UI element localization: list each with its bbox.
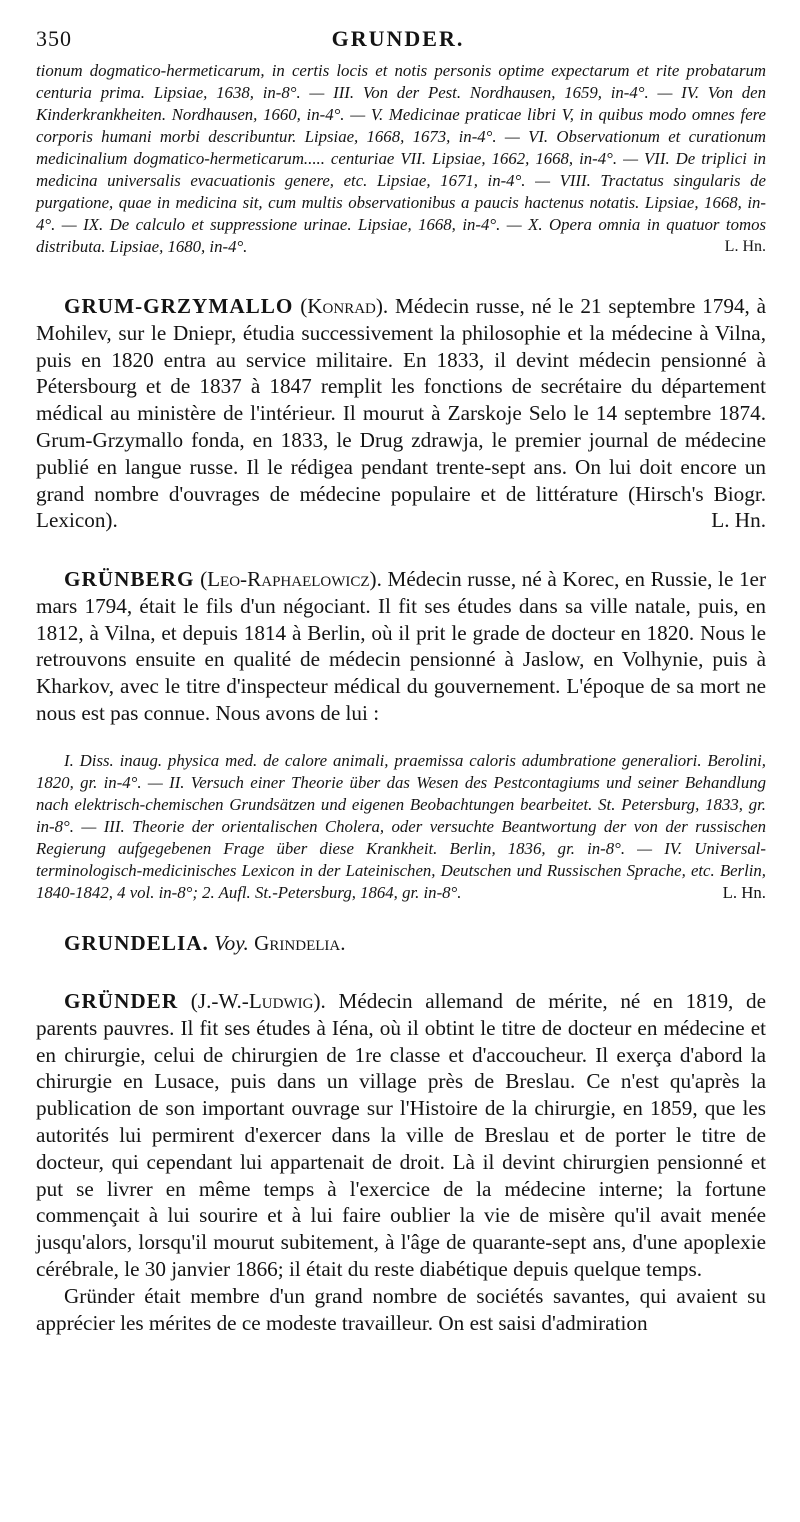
entry-body-continued: Gründer était membre d'un grand nombre de sociétés savantes, qui avaient su apprécier les mérites de ce modeste travailleur. On est saisi d'admiration	[36, 1283, 766, 1335]
entry-headword: GRÜNDER	[64, 989, 179, 1013]
cross-reference-target: Grindelia.	[254, 931, 346, 955]
entry-headword: GRUM-GRZYMALLO	[64, 294, 294, 318]
entry-grundelia	[36, 930, 766, 957]
page-number: 350	[36, 26, 72, 51]
running-header	[36, 26, 760, 56]
bibliography-text: I. Diss. inaug. physica med. de calore animali, praemissa caloris adumbratione generaliori. Berolini, 1820, gr. in-4°. — II. Versuch einer Theorie über das Wesen des Pestcontagiums und seiner Behandlung nach elektrisch-chemischen Grundsätzen und eigenen Beobachtungen bearbeitet. St. Petersburg, 1833, gr. in-8°. — III. Theorie der orientalischen Cholera, oder versuchte Beantwortung der von der russischen Regierung aufgegebenen Frage über diese Krankheit. Berlin, 1836, gr. in-8°. — IV. Universal-terminologisch-medicinisches Lexicon in der Lateinischen, Deutschen und Russischen Sprache, etc. Berlin, 1840-1842, 4 vol. in-8°; 2. Aufl. St.-Petersburg, 1864, gr. in-8°.	[36, 751, 766, 902]
entry-body: Médecin russe, né le 21 septembre 1794, à Mohilev, sur le Dniepr, étudia successivement la philosophie et la médecine à Vilna, puis en 1820 entra au service militaire. En 1833, il devint médecin pensionné à Pétersbourg et de 1837 à 1847 remplit les fonctions de secrétaire du département médical au ministère de l'intérieur. Il mourut à Zarskoje Selo le 14 septembre 1874. Grum-Grzymallo fonda, en 1833, le Drug zdrawja, le premier journal de médecine publié en langue russe. Il le rédigea pendant trente-sept ans. On lui doit encore un grand nombre d'ouvrages de médecine populaire et de littérature (Hirsch's Biogr. Lexicon).	[36, 294, 767, 533]
grunberg-bibliography	[36, 750, 766, 904]
entry-grunberg	[36, 566, 766, 727]
entry-forename: (Konrad).	[300, 294, 389, 318]
previous-entry-continuation	[36, 60, 766, 258]
entry-headword: GRÜNBERG	[64, 567, 195, 591]
entry-forename: (Leo-Raphaelowicz).	[200, 567, 382, 591]
previous-entry-bibliography: tionum dogmatico-hermeticarum, in certis locis et notis personis optime expectarum et rite probatarum centuria prima. Lipsiae, 1638, in-8°. — III. Von der Pest. Nordhausen, 1659, in-4°. — IV. Von den Kinderkrankheiten. Nordhausen, 1660, in-4°. — V. Medicinae praticae libri V, in quibus modo omnes fere corporis humani morbi describuntur. Lipsiae, 1668, 1673, in-4°. — VI. Observationum et curationum medicinalium dogmatico-hermeticarum..... centuriae VII. Lipsiae, 1662, 1668, in-4°. — VII. De triplici in medicina universalis evacuationis genere, etc. Lipsiae, 1671, in-4°. — VIII. Tractatus singularis de purgatione, quae in medicina sit, cum multis observationibus a paucis hactenus notatis. Lipsiae, 1668, in-4°. — IX. De calculo et suppressione urinae. Lipsiae, 1668, in-4°. — X. Opera omnia in quatuor tomos distributa. Lipsiae, 1680, in-4°.	[36, 61, 766, 256]
previous-entry-signature: L. Hn.	[724, 238, 766, 255]
entry-forename: (J.-W.-Ludwig).	[190, 989, 326, 1013]
entry-grunder	[36, 988, 766, 1336]
cross-reference-voy: Voy.	[214, 931, 249, 955]
entry-headword: GRUNDELIA.	[64, 931, 209, 955]
entry-grum-grzymallo	[36, 293, 766, 534]
running-title: GRUNDER.	[331, 26, 465, 51]
entry-signature: L. Hn.	[722, 883, 766, 902]
entry-body: Médecin russe, né à Korec, en Russie, le 1er mars 1794, était le fils d'un négociant. Il fit ses études dans sa ville natale, puis, en 1812, à Vilna, et depuis 1814 à Berlin, où il prit le grade de docteur en 1820. Nous le retrouvons ensuite en qualité de médecin pensionné à Jaslow, en Volhynie, puis à Kharkov, avec le titre d'inspecteur médical du gouvernement. L'époque de sa mort ne nous est pas connue. Nous avons de lui :	[36, 567, 767, 725]
entry-signature: L. Hn.	[711, 508, 766, 533]
entry-body: Médecin allemand de mérite, né en 1819, de parents pauvres. Il fit ses études à Iéna, où il obtint le titre de docteur en médecine et en chirurgie, celui de chirurgien de 1re classe et d'accoucheur. Il exerça d'abord la chirurgie en Lusace, puis dans un village près de Breslau. Ce n'est qu'après la publication de son important ouvrage sur l'Histoire de la chirurgie, en 1859, que les autorités lui permirent d'exercer dans la ville de Breslau et de porter le titre de docteur, qui cependant lui appartenait de droit. Là il devint chirurgien pensionné et put se livrer en même temps à l'exercice de la médecine interne; la fortune commençait à lui sourire et à lui faire oublier la vie de misère qu'il avait menée jusqu'alors, lorsqu'il mourut subitement, à l'âge de quarante-sept ans, d'une apoplexie cérébrale, le 30 janvier 1866; il était du reste diabétique depuis quelque temps.	[36, 989, 767, 1281]
